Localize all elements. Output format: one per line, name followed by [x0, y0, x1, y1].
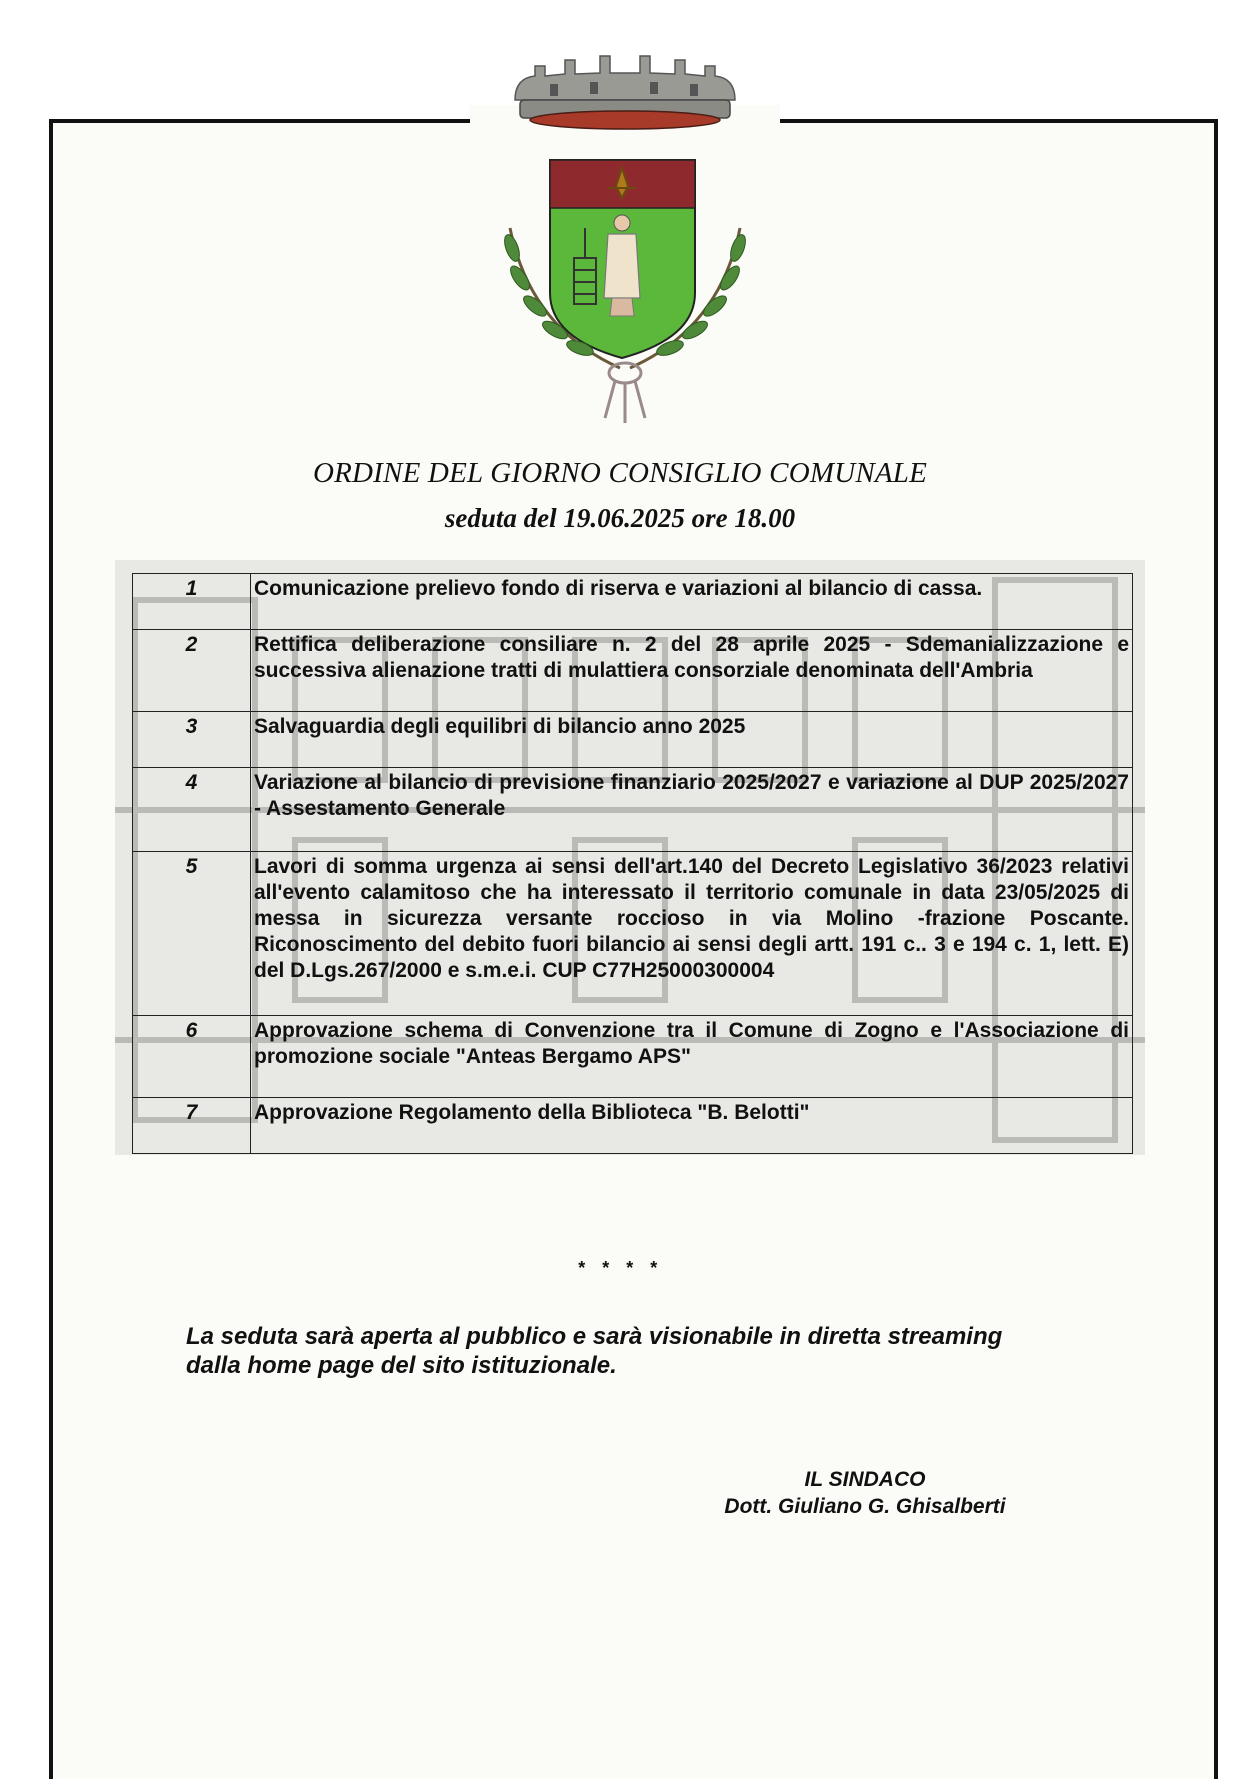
note-line: dalla home page del sito istituzionale. [186, 1352, 617, 1379]
table-row [133, 1098, 1133, 1154]
ribbon-icon [605, 363, 645, 423]
separator: * * * * [577, 1258, 663, 1278]
item-number: 5 [133, 852, 251, 1016]
item-number: 3 [133, 712, 251, 768]
table-row [133, 852, 1133, 1016]
item-text: Salvaguardia degli equilibri di bilancio anno 2025 [251, 712, 1133, 768]
item-text: Comunicazione prelievo fondo di riserva e variazioni al bilancio di cassa. [251, 574, 1133, 630]
table-row [133, 574, 1133, 630]
item-number: 1 [133, 574, 251, 630]
crown-icon [515, 56, 735, 129]
item-text: Rettifica deliberazione consiliare n. 2 del 28 aprile 2025 - Sdemanializzazione e successiva alienazione tratti di mulattiera consorziale denominata dell'Ambria [251, 630, 1133, 712]
item-text: Lavori di somma urgenza ai sensi dell'art.140 del Decreto Legislativo 36/2023 relativi all'evento calamitoso che ha interessato il territorio comunale in data 23/05/2025 di messa in sicurezza versante roccioso in via Molino -frazione Poscante. Riconoscimento del debito fuori bilancio ai sensi degli artt. 191 c.. 3 e 194 c. 1, lett. E) del D.Lgs.267/2000 e s.m.e.i. CUP C77H25000300004 [251, 852, 1133, 1016]
item-number: 7 [133, 1098, 251, 1154]
item-number: 6 [133, 1016, 251, 1098]
item-text: Variazione al bilancio di previsione finanziario 2025/2027 e variazione al DUP 2025/2027 - Assestamento Generale [251, 768, 1133, 852]
item-number: 2 [133, 630, 251, 712]
table-row [133, 630, 1133, 712]
municipal-crest-icon [490, 48, 760, 438]
shield-icon [550, 160, 695, 358]
table-row [133, 1016, 1133, 1098]
agenda-table [132, 573, 1133, 1154]
note-line: La seduta sarà aperta al pubblico e sarà visionabile in diretta streaming [186, 1323, 1003, 1350]
item-text: Approvazione schema di Convenzione tra il Comune di Zogno e l'Associazione di promozione sociale "Anteas Bergamo APS" [251, 1016, 1133, 1098]
session-date: seduta del 19.06.2025 ore 18.00 [444, 503, 796, 533]
item-text: Approvazione Regolamento della Biblioteca "B. Belotti" [251, 1098, 1133, 1154]
item-number: 4 [133, 768, 251, 852]
table-row [133, 712, 1133, 768]
public-session-note [186, 1322, 1086, 1380]
signature-name: Dott. Giuliano G. Ghisalberti [724, 1495, 1006, 1518]
table-row [133, 768, 1133, 852]
signature-role: IL SINDACO [804, 1468, 926, 1491]
page-title: ORDINE DEL GIORNO CONSIGLIO COMUNALE [312, 457, 928, 489]
